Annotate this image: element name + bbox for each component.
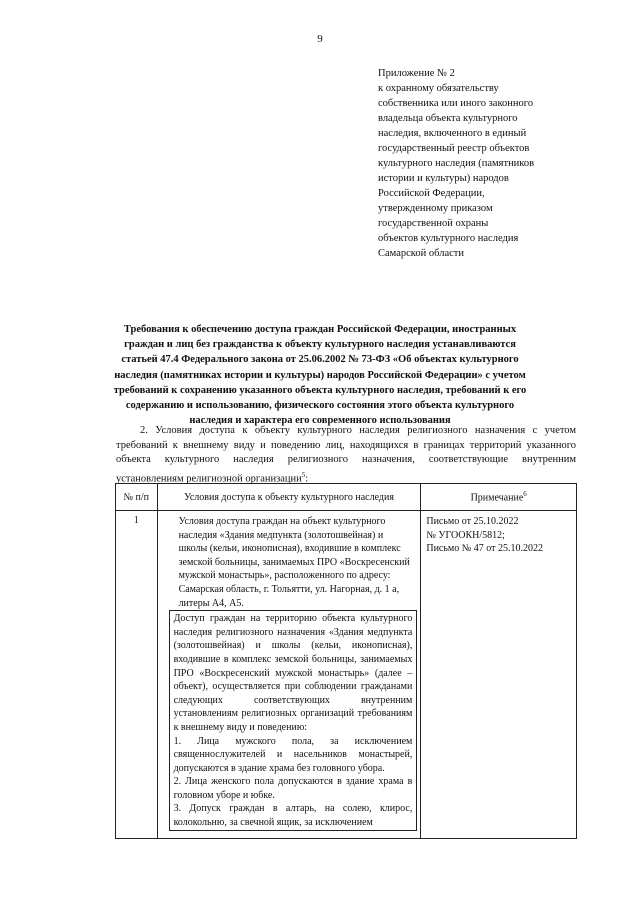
document-heading: Требования к обеспечению доступа граждан Российской Федерации, иностранных граждан и лиц без гражданства к объекту культурного наследия устанавливаются статьей 47.4 Федерального закона от 25.06.2002 № 73-ФЗ «Об объектах культурного наследия (памятниках истории и культуры) народов Российской Федерации» с учетом требований к сохранению указанного объекта культурного наследия, требований к его содержанию и использованию, физического состояния этого объекта культурного наследия и характера его современного использования <box>113 324 527 427</box>
appendix-line: к охранному обязательству <box>378 83 499 94</box>
note-cell <box>421 511 577 839</box>
appendix-line: объектов культурного наследия <box>378 233 519 244</box>
condition-paragraph: Доступ граждан на территорию объекта культурного наследия религиозного назначения «Здания медпункта (золотошвейная) и школы (кельи, иконописная), входившие в комплекс земской больницы, занимаемых ПРО «Воскресенский мужской монастырь» (далее – объект), осуществляется при соблюдении гражданами следующих соответствующих внутренним установлениям религиозных организаций требованиям к внешнему виду и поведению: <box>173 613 413 733</box>
conditions-cell <box>157 511 421 839</box>
condition-title: Условия доступа граждан на объект культурного наследия «Здания медпункта (золотошвейная) и школы (кельи, иконописная), входившие в комплекс земской больницы, занимаемых ПРО «Воскресенский мужской монастырь», расположенного по адресу: Самарская область, г. Тольятти, ул. Нагорная, д. 1 а, литеры А4, А5. <box>178 516 410 609</box>
note-line: Письмо от 25.10.2022 <box>426 516 519 527</box>
table-row <box>116 511 577 839</box>
condition-paragraph: 2. Лица женского пола допускаются в здание храма в головном уборе и юбке. <box>173 776 413 801</box>
note-line: Письмо № 47 от 25.10.2022 <box>426 543 544 555</box>
appendix-line: собственника или иного законного <box>378 98 534 109</box>
table-header-row <box>116 484 577 511</box>
intro-paragraph <box>116 424 576 487</box>
header-conditions: Условия доступа к объекту культурного наследия <box>157 484 421 511</box>
note-line: № УГООКН/5812; <box>426 529 505 541</box>
condition-paragraph: 3. Допуск граждан в алтарь, на солею, клирос, колокольню, за свечной ящик, за исключением <box>173 803 413 829</box>
header-num: № п/п <box>116 484 158 511</box>
appendix-line: культурного наследия (памятников <box>378 158 535 169</box>
appendix-line: Самарской области <box>378 248 464 259</box>
appendix-line: Приложение № 2 <box>378 68 455 79</box>
appendix-line: Российской Федерации, <box>378 188 485 199</box>
appendix-line: владельца объекта культурного <box>378 113 518 124</box>
intro-text: 2. Условия доступа к объекту культурного наследия религиозного назначения с учетом требований к внешнему виду и поведению лиц, находящихся в границах территорий указанного объекта культурного наследия религиозного назначения, соответствующие внутренним установлениям религиозной организации <box>116 425 576 484</box>
access-conditions-table <box>115 483 577 839</box>
intro-end: : <box>305 473 309 484</box>
appendix-line: государственной охраны <box>378 218 489 229</box>
appendix-line: государственный реестр объектов <box>378 143 530 154</box>
row-number: 1 <box>116 511 158 839</box>
footnote-marker: 5 <box>301 470 306 479</box>
condition-details <box>169 610 418 831</box>
footnote-marker: 6 <box>523 490 527 499</box>
appendix-line: наследия, включенного в единый <box>378 128 527 139</box>
condition-paragraph: 1. Лица мужского пола, за исключением священнослужителей и насельников монастырей, допускаются в здание храма без головного убора. <box>173 735 413 774</box>
appendix-line: утвержденному приказом <box>378 203 493 214</box>
appendix-block <box>378 66 578 261</box>
appendix-line: истории и культуры) народов <box>378 173 509 184</box>
header-note-label: Примечание <box>470 492 524 504</box>
page-number: 9 <box>317 33 323 45</box>
header-note <box>421 484 577 511</box>
